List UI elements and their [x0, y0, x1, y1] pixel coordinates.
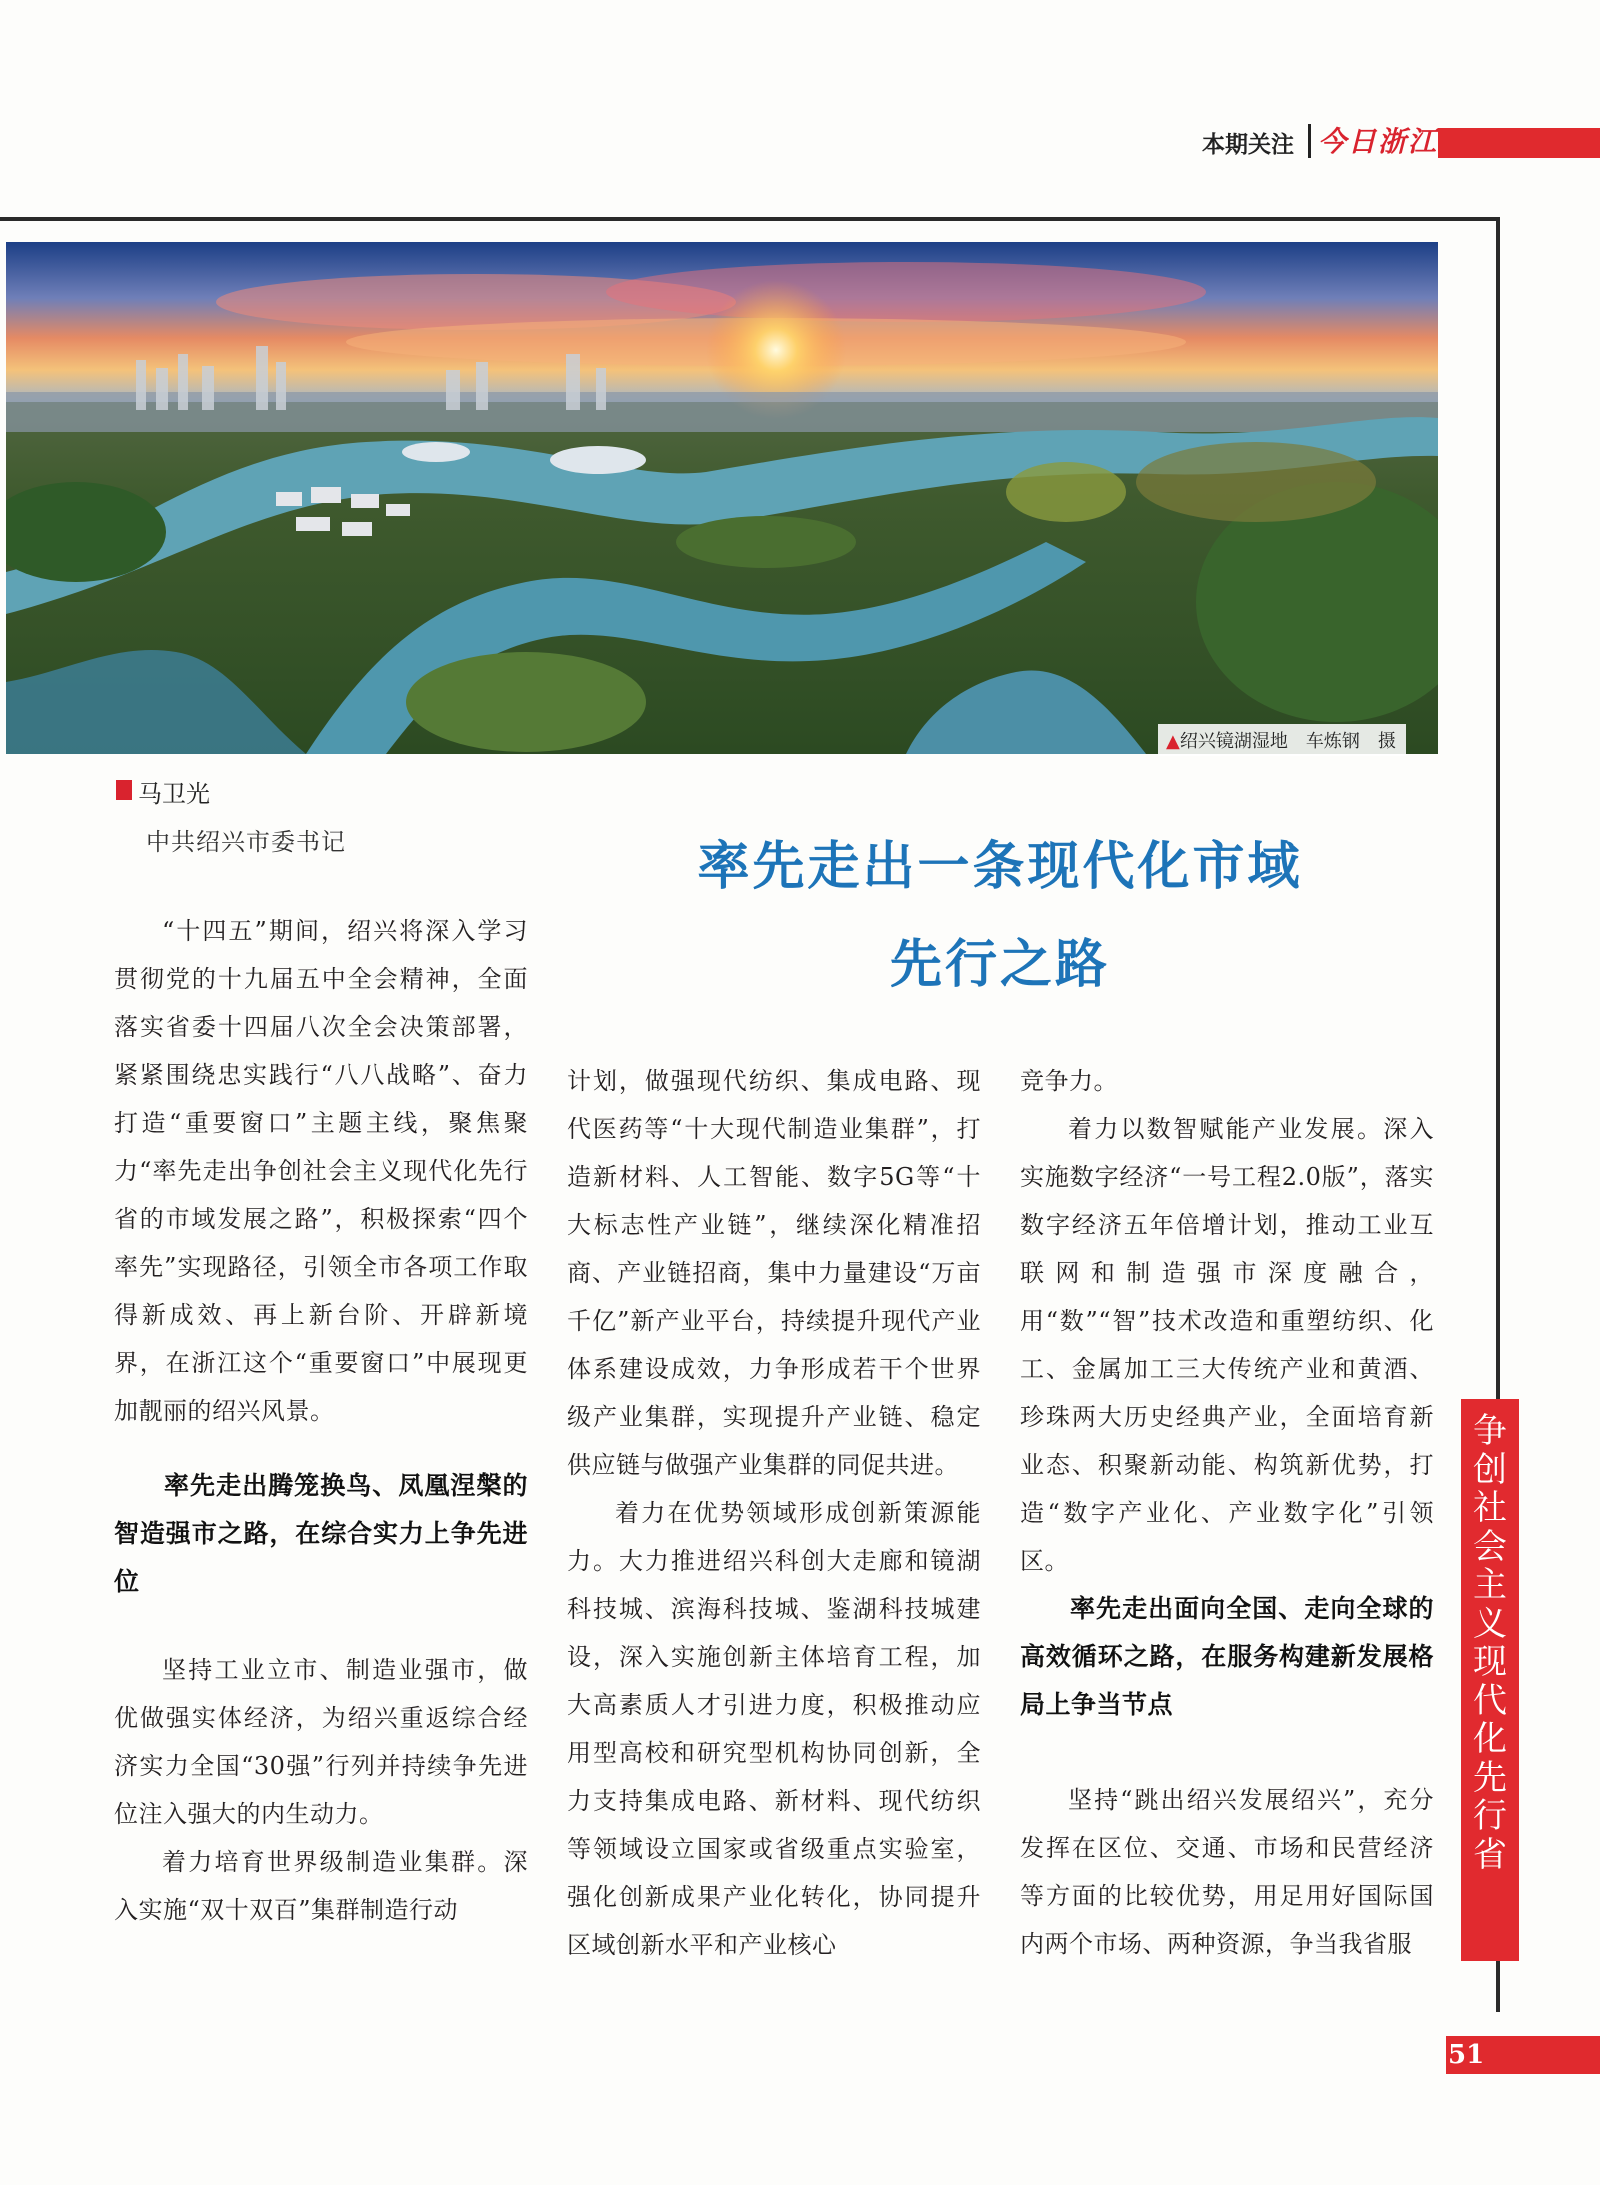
- author-name: 马卫光: [138, 780, 210, 808]
- header-red-bar: [1438, 128, 1600, 158]
- frame-top-rule: [0, 217, 1500, 221]
- paragraph: 坚持工业立市、制造业强市，做优做强实体经济，为绍兴重返综合经济实力全国“30强”行列并持续争先进位注入强大的内生动力。: [114, 1656, 528, 1828]
- paragraph: “十四五”期间，绍兴将深入学习贯彻党的十九届五中全会精神，全面落实省委十四届八次全会决策部署，紧紧围绕忠实践行“八八战略”、奋力打造“重要窗口”主题主线，聚焦聚力“率先走出争创社会主义现代化先行省的市域发展之路”，积极探索“四个率先”实现路径，引领全市各项工作取得新成效、再上新台阶、开辟新境界，在浙江这个“重要窗口”中展现更加靓丽的绍兴风景。: [114, 917, 528, 1425]
- paragraph: 坚持“跳出绍兴发展绍兴”，充分发挥在区位、交通、市场和民营经济等方面的比较优势，用足用好国际国内两个市场、两种资源，争当我省服: [1020, 1786, 1434, 1958]
- magazine-logo: 今日浙江: [1318, 125, 1439, 158]
- section-label: 本期关注: [1202, 132, 1294, 158]
- paragraph: 竞争力。: [1020, 1067, 1118, 1095]
- paragraph: 计划，做强现代纺织、集成电路、现代医药等“十大现代制造业集群”，打造新材料、人工智能、数字5G等“十大标志性产业链”，继续深化精准招商、产业链招商，集中力量建设“万亩千亿”新产业平台，持续提升现代产业体系建设成效，力争形成若干个世界级产业集群，实现提升产业链、稳定供应链与做强产业集群的同促共进。: [567, 1067, 981, 1479]
- caption-text: 绍兴镜湖湿地 车炼钢 摄: [1179, 731, 1396, 752]
- title-line-2: 先行之路: [889, 934, 1110, 995]
- section-heading: 率先走出面向全国、走向全球的高效循环之路，在服务构建新发展格局上争当节点: [1020, 1594, 1434, 1719]
- caption-triangle-icon: ▲: [1166, 731, 1180, 752]
- paragraph: 着力在优势领域形成创新策源能力。大力推进绍兴科创大走廊和镜湖科技城、滨海科技城、鉴湖科技城建设，深入实施创新主体培育工程，加大高素质人才引进力度，积极推动应用型高校和研究型机构协同创新，全力支持集成电路、新材料、现代纺织等领域设立国家或省级重点实验室，强化创新成果产业化转化，协同提升区域创新水平和产业核心: [567, 1499, 981, 1959]
- spacer: [1020, 1729, 1434, 1776]
- photo-caption: [1158, 724, 1406, 756]
- body-column-1: [114, 907, 528, 1934]
- page-number: 51: [1448, 2040, 1485, 2070]
- author-marker: [116, 780, 132, 800]
- body-column-3: [1020, 1057, 1434, 1968]
- spacer: [114, 1435, 528, 1462]
- wetland-aerial-image: [6, 242, 1438, 754]
- article-title: [640, 818, 1360, 1014]
- spacer: [114, 1606, 528, 1646]
- body-column-2: [567, 1057, 981, 1969]
- paragraph: 着力培育世界级制造业集群。深入实施“双十双百”集群制造行动: [114, 1848, 528, 1924]
- title-line-1: 率先走出一条现代化市域: [697, 836, 1303, 897]
- wetland-aerial-photo: [6, 242, 1438, 754]
- header-divider: [1308, 124, 1311, 158]
- section-heading: 率先走出腾笼换鸟、凤凰涅槃的智造强市之路，在综合实力上争先进位: [114, 1471, 528, 1596]
- author-title: 中共绍兴市委书记: [146, 828, 346, 856]
- paragraph: 着力以数智赋能产业发展。深入实施数字经济“一号工程2.0版”，落实数字经济五年倍增计划，推动工业互联网和制造强市深度融合，用“数”“智”技术改造和重塑纺织、化工、金属加工三大传统产业和黄酒、珍珠两大历史经典产业，全面培育新业态、积聚新动能、构筑新优势，打造“数字产业化、产业数字化”引领区。: [1020, 1115, 1434, 1575]
- side-banner-text: 争 创 社 会 主 义 现 代 化 先 行 省: [1473, 1411, 1507, 1875]
